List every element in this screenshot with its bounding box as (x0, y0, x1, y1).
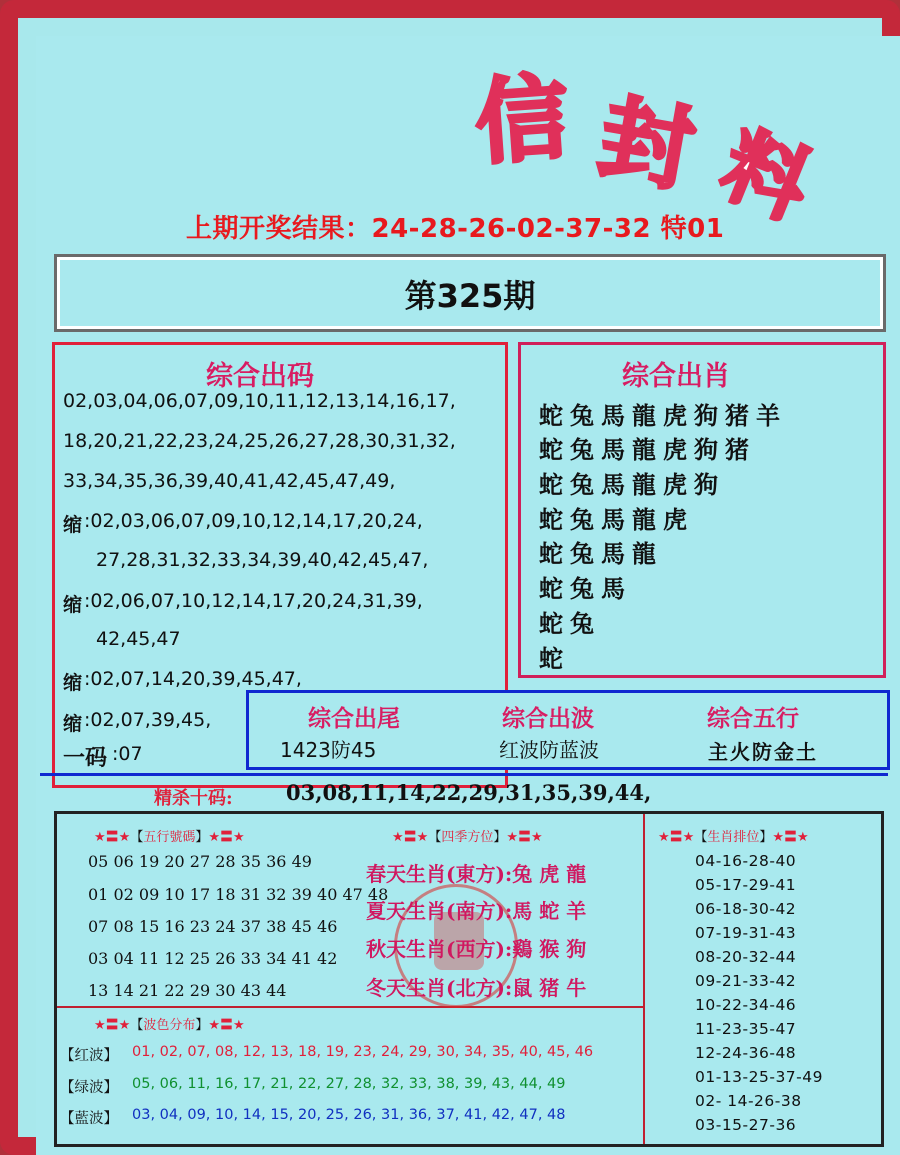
chuma-line-3: 33,34,35,36,39,40,41,42,45,47,49, (63, 470, 396, 492)
blue-wave-values: 03, 04, 09, 10, 14, 15, 20, 25, 26, 31, 36, 37, 41, 42, 47, 48 (132, 1107, 566, 1123)
shrink-label-1: 缩 (63, 514, 83, 536)
chuxiao-line-3: 蛇兔馬龍虎狗 (539, 470, 725, 499)
zodiac-rank-row-9: 12-24-36-48 (695, 1044, 797, 1062)
issue-banner (54, 254, 886, 332)
issue-number: 第325期 (404, 277, 536, 315)
chuxiao-line-4: 蛇兔馬龍虎 (539, 505, 694, 534)
zodiac-rank-row-5: 08-20-32-44 (695, 948, 797, 966)
zonghe-chuxiao-title: 综合出肖 (622, 361, 730, 392)
green-wave-label: 【绿波】 (60, 1080, 118, 1096)
stars-right: ★〓★ (208, 830, 245, 845)
zodiac-rank-header: ★〓★【生肖排位】★〓★ (658, 830, 809, 845)
wuxing-codes-header: ★〓★【五行號碼】★〓★ (94, 830, 245, 845)
stars-right-3: ★〓★ (208, 1018, 245, 1033)
shrink-2-line-1: :02,06,07,10,12,14,17,20,24,31,39, (84, 590, 423, 612)
jingsha-label: 精杀十码: (154, 788, 233, 809)
shrink-4-line: :02,07,39,45, (84, 709, 212, 731)
title-char-1: 信 (472, 62, 572, 178)
zodiac-rank-row-8: 11-23-35-47 (695, 1020, 797, 1038)
zodiac-rank-row-11: 02- 14-26-38 (695, 1092, 802, 1110)
shrink-2-line-2: 42,45,47 (96, 628, 181, 650)
stars-left-2: ★〓★ (392, 830, 429, 845)
one-code-value: 07 (118, 743, 143, 765)
wave-value: 红波防蓝波 (499, 738, 599, 762)
zodiac-rank-row-2: 05-17-29-41 (695, 876, 797, 894)
stars-left-4: ★〓★ (658, 830, 695, 845)
red-wave-values: 01, 02, 07, 08, 12, 13, 18, 19, 23, 24, 29, 30, 34, 35, 40, 45, 46 (132, 1044, 594, 1060)
zodiac-rank-row-4: 07-19-31-43 (695, 924, 797, 942)
shrink-3-text: 02,07,14,20,39,45,47, (90, 668, 302, 690)
wuxing-title: 综合五行 (707, 705, 799, 732)
stars-left: ★〓★ (94, 830, 131, 845)
zodiac-rank-row-6: 09-21-33-42 (695, 972, 797, 990)
seasons-title: 四季方位 (441, 830, 494, 845)
shrink-label-2: 缩 (63, 594, 83, 616)
shrink-1-text-1: 02,03,06,07,09,10,12,14,17,20,24, (90, 510, 423, 532)
wave-dist-header: ★〓★【波色分布】★〓★ (94, 1018, 245, 1033)
green-wave-values: 05, 06, 11, 16, 17, 21, 22, 27, 28, 32, 33, 38, 39, 43, 44, 49 (132, 1076, 566, 1092)
chuxiao-line-6: 蛇兔馬 (539, 574, 632, 603)
poster (36, 36, 900, 1155)
season-row-3: 秋天生肖(西方):鷄 猴 狗 (366, 937, 587, 961)
stars-left-3: ★〓★ (94, 1018, 131, 1033)
wuxing-codes-title: 五行號碼 (143, 830, 196, 845)
zonghe-chuma-title: 综合出码 (206, 361, 314, 392)
wuxing-row-1: 05 06 19 20 27 28 35 36 49 (88, 852, 312, 871)
title-char-3: 料 (708, 113, 824, 238)
tail-value: 1423防45 (280, 738, 377, 762)
stars-right-2: ★〓★ (506, 830, 543, 845)
zodiac-rank-row-10: 01-13-25-37-49 (695, 1068, 823, 1086)
chuxiao-line-1: 蛇兔馬龍虎狗猪羊 (539, 401, 787, 430)
table-divider-vertical (643, 814, 645, 1144)
shrink-1-line-1: :02,03,06,07,09,10,12,14,17,20,24, (84, 510, 423, 532)
shrink-3-line: :02,07,14,20,39,45,47, (84, 668, 302, 690)
blue-wave-label: 【藍波】 (60, 1111, 118, 1127)
table-divider-horizontal (57, 1006, 643, 1008)
shrink-label-3: 缩 (63, 672, 83, 694)
one-code-label: 一码 (63, 745, 108, 771)
one-code-line: :07 (112, 743, 143, 765)
shrink-4-text: 02,07,39,45, (90, 709, 212, 731)
wuxing-row-5: 13 14 21 22 29 30 43 44 (88, 981, 287, 1000)
season-row-1: 春天生肖(東方):兔 虎 龍 (366, 862, 587, 886)
stars-right-4: ★〓★ (772, 830, 809, 845)
seasons-header: ★〓★【四季方位】★〓★ (392, 830, 543, 845)
zodiac-rank-row-1: 04-16-28-40 (695, 852, 797, 870)
wuxing-row-3: 07 08 15 16 23 24 37 38 45 46 (88, 917, 338, 936)
zodiac-rank-row-3: 06-18-30-42 (695, 900, 797, 918)
shrink-1-line-2: 27,28,31,32,33,34,39,40,42,45,47, (96, 549, 429, 571)
wuxing-value: 主火防金土 (708, 740, 818, 764)
last-result: 上期开奖结果：24-28-26-02-37-32 特01 (186, 214, 725, 244)
tail-title: 综合出尾 (308, 705, 400, 732)
zodiac-rank-title: 生肖排位 (707, 830, 760, 845)
jingsha-value: 03,08,11,14,22,29,31,35,39,44, (286, 780, 652, 805)
chuxiao-line-2: 蛇兔馬龍虎狗猪 (539, 435, 756, 464)
blue-divider (40, 773, 888, 776)
chuxiao-line-7: 蛇兔 (539, 609, 601, 638)
wave-title: 综合出波 (502, 705, 594, 732)
shrink-label-4: 缩 (63, 713, 83, 735)
shrink-2-text-1: 02,06,07,10,12,14,17,20,24,31,39, (90, 590, 423, 612)
wave-dist-title: 波色分布 (143, 1018, 196, 1033)
chuxiao-line-8: 蛇 (539, 644, 570, 673)
chuma-line-2: 18,20,21,22,23,24,25,26,27,28,30,31,32, (63, 430, 456, 452)
title-char-2: 封 (592, 82, 702, 206)
zodiac-rank-row-7: 10-22-34-46 (695, 996, 797, 1014)
wuxing-row-4: 03 04 11 12 25 26 33 34 41 42 (88, 949, 338, 968)
chuxiao-line-5: 蛇兔馬龍 (539, 539, 663, 568)
red-wave-label: 【红波】 (60, 1048, 118, 1064)
season-row-2: 夏天生肖(南方):馬 蛇 羊 (366, 899, 587, 923)
zodiac-rank-row-12: 03-15-27-36 (695, 1116, 797, 1134)
chuma-line-1: 02,03,04,06,07,09,10,11,12,13,14,16,17, (63, 390, 456, 412)
season-row-4: 冬天生肖(北方):鼠 猪 牛 (366, 976, 587, 1000)
wuxing-row-2: 01 02 09 10 17 18 31 32 39 40 47 48 (88, 885, 389, 904)
